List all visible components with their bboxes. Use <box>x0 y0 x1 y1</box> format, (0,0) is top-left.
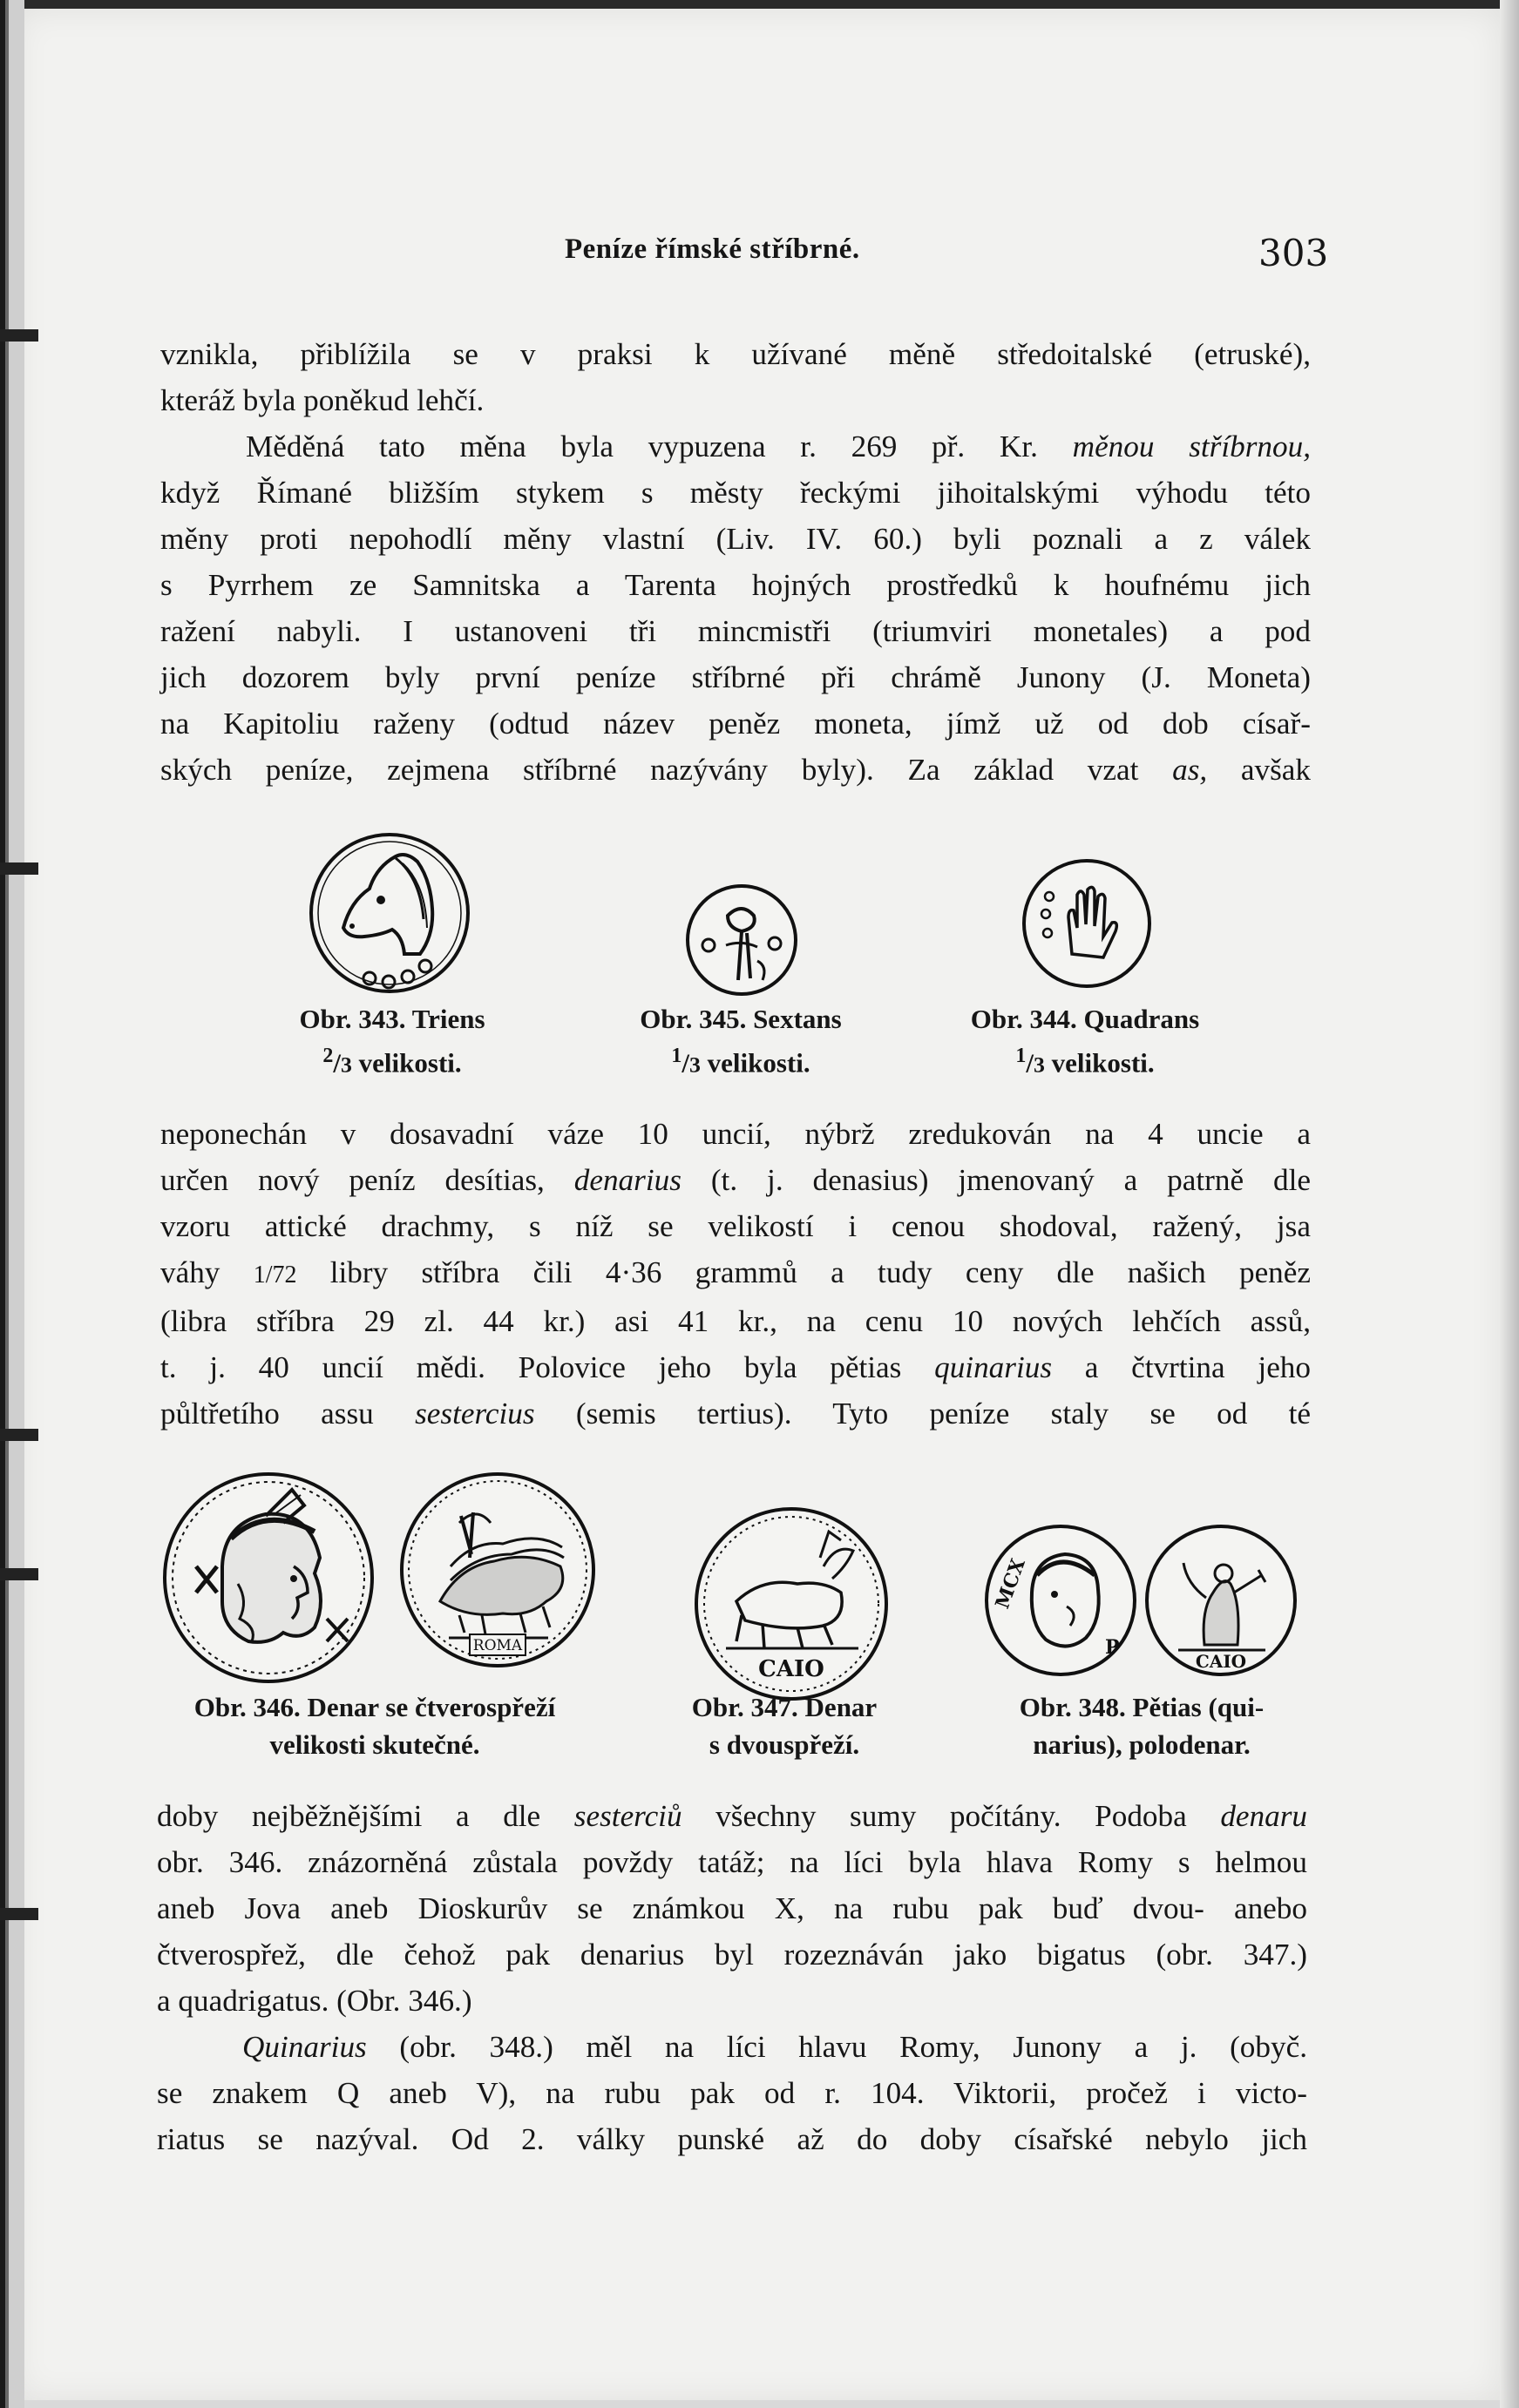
figure-caption-347 <box>636 1688 932 1763</box>
denar-roma-head-illustration <box>161 1471 376 1685</box>
spine-mark <box>0 1908 38 1920</box>
text-line <box>160 423 1311 470</box>
caption-label: Obr. 345. Sextans <box>640 1004 842 1034</box>
caption-line: velikosti skutečné. <box>269 1729 480 1760</box>
coin-legend-roma: ROMA <box>472 1637 523 1654</box>
text-span: půltřetího assu <box>160 1397 374 1431</box>
spine-mark <box>0 1429 38 1441</box>
page-number: 303 <box>1258 232 1329 274</box>
paragraph <box>160 1111 1311 1437</box>
text-line <box>160 1390 1311 1437</box>
fraction-numerator: 1 <box>1015 1045 1027 1067</box>
quinarius-reverse-illustration <box>1143 1523 1299 1678</box>
text-span: (obr. 348.) měl na líci hlavu Romy, Junony a j. (obyč. <box>399 2030 1308 2064</box>
text-line: vzoru attické drachmy, s níž se velikostí i cenou shodoval, ražený, jsa <box>160 1209 1311 1243</box>
caption-size: $^2$/3 velikosti. <box>322 1045 462 1079</box>
figure-caption-348 <box>959 1688 1325 1763</box>
paragraph <box>157 2024 1307 2162</box>
caption-line: Obr. 348. Pětias (qui- <box>1019 1692 1265 1722</box>
page-header <box>0 233 1519 277</box>
emphasis: Quinarius <box>242 2030 367 2064</box>
sextans-coin-illustration <box>684 883 799 998</box>
fraction: 1/72 <box>253 1261 297 1289</box>
denar-quadriga-illustration <box>398 1471 597 1669</box>
paragraph <box>160 423 1311 793</box>
emphasis: denaru <box>1220 1799 1308 1833</box>
text-line: na Kapitoliu raženy (odtud název peněz moneta, jímž už od dob císař- <box>160 707 1311 741</box>
emphasis: sesterciů <box>573 1799 682 1833</box>
caption-size: $^1$/3 velikosti. <box>1015 1045 1155 1079</box>
fraction-denominator: 3 <box>340 1052 352 1078</box>
fraction-numerator: 2 <box>322 1045 334 1067</box>
text-line: kteráž byla poněkud lehčí. <box>160 383 485 417</box>
text-line <box>157 1793 1307 1839</box>
spine-mark <box>0 1568 38 1580</box>
text-line: ražení nabyli. I ustanoveni tři mincmistři (triumviri monetales) a pod <box>160 614 1311 648</box>
text-line <box>160 1344 1311 1390</box>
text-span: (semis tertius). Tyto peníze staly se od té <box>575 1397 1312 1431</box>
text-line: se znakem Q aneb V), na rubu pak od r. 104. Viktorii, pročež i victo- <box>157 2076 1307 2110</box>
text-span: Měděná tato měna byla vypuzena r. 269 př. Kr. <box>246 430 1038 463</box>
triens-coin-illustration <box>309 832 471 994</box>
book-spine <box>0 0 24 2408</box>
text-line: (libra stříbra 29 zl. 44 kr.) asi 41 kr., na cenu 10 nových lehčích assů, <box>160 1304 1311 1338</box>
caption-size-text: velikosti. <box>707 1047 810 1079</box>
text-span: ských peníze, zejmena stříbrné nazývány byly). Za základ vzat <box>160 753 1139 787</box>
text-span: libry stříbra čili 4·36 grammů a tudy ceny dle našich peněz <box>329 1255 1312 1289</box>
text-line: s Pyrrhem ze Samnitska a Tarenta hojných prostředků k houfnému jich <box>160 568 1311 602</box>
figure-caption-quadrans <box>937 1000 1233 1083</box>
coin-legend-letter: P <box>1105 1636 1120 1659</box>
fraction-denominator: 3 <box>1033 1052 1045 1078</box>
figure-caption-346 <box>139 1688 610 1763</box>
figure-caption-triens <box>261 1000 523 1083</box>
paragraph <box>157 1793 1307 2024</box>
text-line <box>160 1249 1311 1298</box>
caption-size: $^1$/3 velikosti. <box>671 1045 810 1079</box>
text-span: (t. j. denasius) jmenovaný a patrně dle <box>710 1163 1311 1197</box>
text-span: t. j. 40 uncií mědi. Polovice jeho byla pětias <box>160 1350 902 1384</box>
text-line: neponechán v dosavadní váze 10 uncií, nýbrž zredukován na 4 uncie a <box>160 1117 1311 1151</box>
text-block-top <box>160 331 1311 793</box>
text-line: když Římané bližším stykem s městy řeckými jihoitalskými výhodu této <box>160 476 1311 510</box>
emphasis: měnou stříbrnou, <box>1072 430 1311 463</box>
text-span: doby nejběžnějšími a dle <box>157 1799 541 1833</box>
coin-legend-mcx: MCX <box>991 1555 1030 1613</box>
caption-line: narius), polodenar. <box>1033 1729 1251 1760</box>
text-span: určen nový peníz desítias, <box>160 1163 545 1197</box>
caption-label: Obr. 343. Triens <box>299 1004 485 1034</box>
running-head: Peníze římské stříbrné. <box>565 233 860 265</box>
caption-size-text: velikosti. <box>358 1047 462 1079</box>
fraction-numerator: 1 <box>671 1045 682 1067</box>
text-span: a čtvrtina jeho <box>1084 1350 1311 1384</box>
text-line <box>160 1157 1311 1203</box>
text-line: vznikla, přiblížila se v praksi k užívané měně středoitalské (etruské), <box>160 337 1311 371</box>
caption-label: Obr. 344. Quadrans <box>970 1004 1200 1034</box>
text-span: všechny sumy počítány. Podoba <box>715 1799 1187 1833</box>
paragraph <box>160 331 1311 423</box>
caption-line: s dvouspřeží. <box>709 1729 860 1760</box>
text-span: váhy <box>160 1255 220 1289</box>
spine-mark <box>0 862 38 875</box>
quadrans-coin-illustration <box>1020 856 1154 991</box>
caption-line: Obr. 347. Denar <box>691 1692 878 1722</box>
text-span: avšak <box>1240 753 1312 787</box>
text-line <box>157 2024 1307 2070</box>
text-block-bottom <box>157 1793 1307 2162</box>
text-line <box>160 747 1311 793</box>
scan-right-edge <box>1500 0 1519 2408</box>
spine-mark <box>0 329 38 342</box>
text-line: aneb Jova aneb Dioskurův se známkou X, na rubu pak buď dvou- anebo <box>157 1891 1307 1925</box>
text-line: a quadrigatus. (Obr. 346.) <box>157 1984 472 2018</box>
coin-legend-caio: CAIO <box>758 1656 824 1682</box>
text-block-middle <box>160 1111 1311 1437</box>
emphasis: quinarius <box>934 1350 1053 1384</box>
emphasis: as, <box>1172 753 1208 787</box>
caption-line: Obr. 346. Denar se čtverospřeží <box>193 1692 556 1722</box>
denar-biga-illustration <box>693 1505 890 1702</box>
coin-legend-caio: CAIO <box>1195 1651 1247 1672</box>
emphasis: denarius <box>573 1163 682 1197</box>
fraction-denominator: 3 <box>688 1052 701 1078</box>
text-line: obr. 346. znázorněná zůstala povždy tatáž; na líci byla hlava Romy s helmou <box>157 1845 1307 1879</box>
emphasis: sestercius <box>415 1397 535 1431</box>
text-line: měny proti nepohodlí měny vlastní (Liv. IV. 60.) byli poznali a z válek <box>160 522 1311 556</box>
text-line: riatus se nazýval. Od 2. války punské až do doby císařské nebylo jich <box>157 2122 1307 2156</box>
quinarius-obverse-illustration <box>983 1523 1138 1678</box>
figure-caption-sextans <box>601 1000 880 1083</box>
text-line: čtverospřež, dle čehož pak denarius byl rozeznáván jako bigatus (obr. 347.) <box>157 1938 1307 1972</box>
text-line: jich dozorem byly první peníze stříbrné při chrámě Junony (J. Moneta) <box>160 660 1311 694</box>
caption-size-text: velikosti. <box>1051 1047 1155 1079</box>
